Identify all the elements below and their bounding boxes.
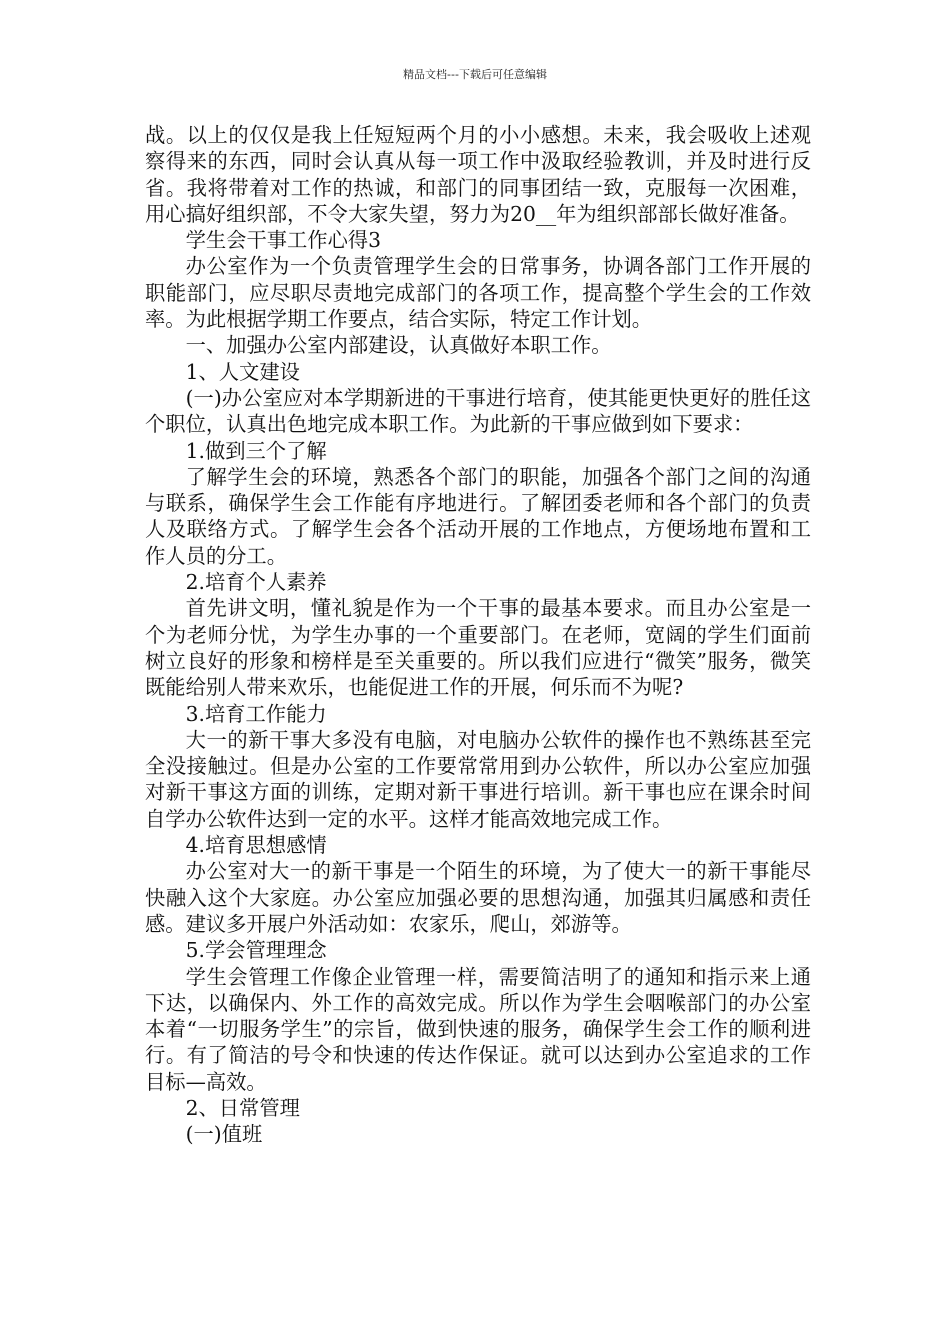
paragraph: 1、人文建设 <box>185 359 300 384</box>
paragraph: 办公室作为一个负责管理学生会的日常事务，协调各部门工作开展的职能部门，应尽职尽责地完成部门的各项工作，提高整个学生会的工作效率。为此根据学期工作要点，结合实际，特定工作计划。 <box>145 254 811 332</box>
paragraph: 2.培育个人素养 <box>185 570 327 595</box>
paragraph: 2、日常管理 <box>185 1095 300 1120</box>
paragraph: 大一的新干事大多没有电脑，对电脑办公软件的操作也不熟练甚至完全没接触过。但是办公室的工作要常常用到办公软件，所以办公室应加强对新干事这方面的训练，定期对新干事进行培训。新干事也应在课余时间自学办公软件达到一定的水平。这样才能高效地完成工作。 <box>145 727 811 831</box>
paragraph: 了解学生会的环境，熟悉各个部门的职能，加强各个部门之间的沟通与联系，确保学生会工作能有序地进行。了解团委老师和各个部门的负责人及联络方式。了解学生会各个活动开展的工作地点，方便场地布置和工作人员的分工。 <box>145 464 811 568</box>
paragraph: (一)办公室应对本学期新进的干事进行培育，使其能更快更好的胜任这个职位，认真出色地完成本职工作。为此新的干事应做到如下要求： <box>145 385 811 437</box>
document-body <box>145 122 811 1148</box>
paragraph: 学生会干事工作心得3 <box>185 228 382 253</box>
paragraph: 办公室对大一的新干事是一个陌生的环境，为了使大一的新干事能尽快融入这个大家庭。办公室应加强必要的思想沟通，加强其归属感和责任感。建议多开展户外活动如：农家乐，爬山，郊游等。 <box>145 859 811 936</box>
paragraph: (一)值班 <box>185 1122 263 1147</box>
paragraph: 1.做到三个了解 <box>185 438 327 463</box>
paragraph: 4.培育思想感情 <box>185 833 327 858</box>
page-header: 精品文档---下载后可任意编辑 <box>403 68 547 81</box>
paragraph: 一、加强办公室内部建设，认真做好本职工作。 <box>185 333 612 358</box>
paragraph: 5.学会管理理念 <box>185 938 327 963</box>
paragraph: 学生会管理工作像企业管理一样，需要简洁明了的通知和指示来上通下达，以确保内、外工作的高效完成。所以作为学生会咽喉部门的办公室本着“一切服务学生”的宗旨，做到快速的服务，确保学生会工作的顺利进行。有了简洁的号令和快速的传达作保证。就可以达到办公室追求的工作目标—高效。 <box>145 964 811 1094</box>
paragraph: 战。以上的仅仅是我上任短短两个月的小小感想。未来，我会吸收上述观察得来的东西，同时会认真从每一项工作中汲取经验教训，并及时进行反省。我将带着对工作的热诚，和部门的同事团结一致，克服每一次困难，用心搞好组织部，不令大家失望，努力为20__年为组织部部长做好准备。 <box>145 123 811 226</box>
paragraph: 3.培育工作能力 <box>185 701 327 726</box>
paragraph: 首先讲文明，懂礼貌是作为一个干事的最基本要求。而且办公室是一个为老师分忧，为学生办事的一个重要部门。在老师，宽阔的学生们面前树立良好的形象和榜样是至关重要的。所以我们应进行“微笑”服务，微笑既能给别人带来欢乐，也能促进工作的开展，何乐而不为呢? <box>145 596 811 700</box>
